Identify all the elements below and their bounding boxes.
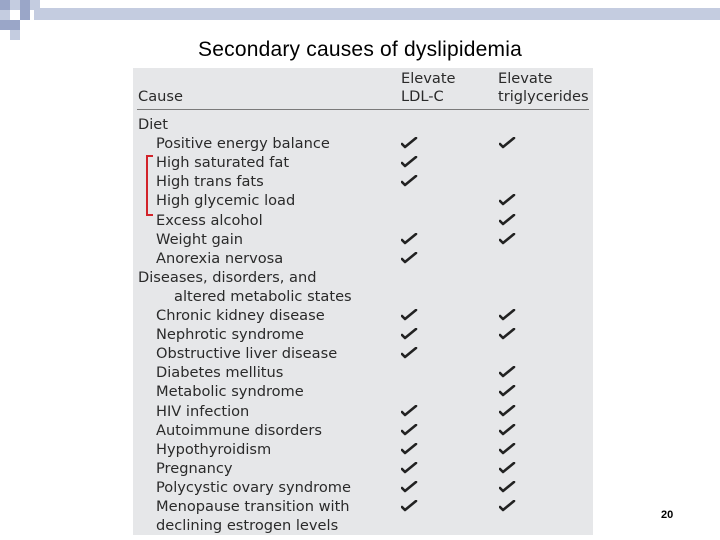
cause-label: Chronic kidney disease — [156, 307, 325, 324]
corner-square-5 — [20, 10, 30, 20]
tg-check-mark-icon — [499, 462, 517, 474]
corner-square-1 — [0, 0, 10, 10]
header-tg-line1: Elevate — [498, 70, 553, 87]
table-row — [133, 211, 593, 230]
corner-square-7 — [0, 20, 10, 30]
cause-label: High glycemic load — [156, 192, 296, 210]
table-row — [133, 478, 593, 497]
cause-label: Diseases, disorders, and — [138, 268, 317, 286]
table-row — [133, 497, 593, 516]
table-row — [133, 172, 593, 191]
table-row — [133, 115, 593, 134]
table-row — [133, 306, 593, 325]
header-ldl-line1: Elevate — [401, 70, 456, 87]
ldl-check-mark-icon — [401, 328, 419, 340]
cause-label: altered metabolic states — [174, 287, 352, 305]
cause-label: Diet — [138, 116, 168, 133]
cause-label: Hypothyroidism — [156, 440, 272, 458]
tg-check-mark-icon — [499, 424, 517, 436]
table-row — [133, 516, 593, 535]
header-cause: Cause — [138, 88, 183, 105]
tg-check-mark-icon — [499, 481, 517, 493]
table-row — [133, 249, 593, 268]
table-row — [133, 230, 593, 249]
tg-check-mark-icon — [499, 405, 517, 417]
table-row — [133, 363, 593, 382]
ldl-check-mark-icon — [401, 309, 419, 321]
table-row — [133, 153, 593, 172]
cause-label: Anorexia nervosa — [156, 249, 284, 267]
ldl-check-mark-icon — [401, 481, 419, 493]
ldl-check-mark-icon — [401, 405, 419, 417]
table-row — [133, 402, 593, 421]
tg-check-mark-icon — [499, 443, 517, 455]
ldl-check-mark-icon — [401, 443, 419, 455]
cause-label: Autoimmune disorders — [156, 421, 322, 439]
cause-label: Positive energy balance — [156, 135, 330, 153]
ldl-check-mark-icon — [401, 347, 419, 359]
table-row — [133, 421, 593, 440]
tg-check-mark-icon — [499, 309, 517, 321]
cause-label: Excess alcohol — [156, 211, 263, 229]
header-tg-line2: triglycerides — [498, 88, 589, 105]
tg-check-mark-icon — [499, 366, 517, 378]
cause-label: Menopause transition with — [156, 498, 350, 515]
cause-label: Diabetes mellitus — [156, 364, 284, 382]
ldl-check-mark-icon — [401, 175, 419, 187]
header-bar — [34, 8, 720, 20]
table-row — [133, 344, 593, 363]
cause-label: Obstructive liver disease — [156, 345, 338, 363]
corner-square-3 — [20, 0, 30, 10]
table-row — [133, 325, 593, 344]
tg-check-mark-icon — [499, 214, 517, 226]
ldl-check-mark-icon — [401, 233, 419, 245]
ldl-check-mark-icon — [401, 500, 419, 512]
ldl-check-mark-icon — [401, 137, 419, 149]
ldl-check-mark-icon — [401, 424, 419, 436]
dyslipidemia-table — [133, 68, 593, 535]
cause-label: Nephrotic syndrome — [156, 326, 305, 344]
table-row — [133, 287, 593, 306]
tg-check-mark-icon — [499, 233, 517, 245]
table-row — [133, 382, 593, 401]
cause-label: High saturated fat — [156, 154, 290, 172]
corner-square-6 — [10, 20, 20, 30]
table-row — [133, 440, 593, 459]
cause-label: High trans fats — [156, 173, 264, 191]
tg-check-mark-icon — [499, 500, 517, 512]
cause-label: Pregnancy — [156, 459, 233, 477]
slide-title: Secondary causes of dyslipidemia — [198, 38, 522, 61]
cause-label: Weight gain — [156, 230, 243, 248]
table-row — [133, 459, 593, 478]
page-number: 20 — [661, 509, 674, 521]
table-row — [133, 191, 593, 210]
ldl-check-mark-icon — [401, 252, 419, 264]
cause-label: declining estrogen levels — [156, 517, 339, 535]
corner-square-2 — [10, 0, 20, 10]
tg-check-mark-icon — [499, 385, 517, 397]
corner-square-4 — [0, 10, 10, 20]
tg-check-mark-icon — [499, 137, 517, 149]
tg-check-mark-icon — [499, 194, 517, 206]
table-row — [133, 134, 593, 153]
header-rule — [137, 109, 589, 110]
header-ldl-line2: LDL-C — [401, 88, 444, 105]
cause-label: HIV infection — [156, 402, 250, 420]
cause-label: Metabolic syndrome — [156, 383, 304, 401]
cause-label: Polycystic ovary syndrome — [156, 478, 351, 496]
ldl-check-mark-icon — [401, 462, 419, 474]
ldl-check-mark-icon — [401, 156, 419, 168]
tg-check-mark-icon — [499, 328, 517, 340]
table-row — [133, 268, 593, 287]
